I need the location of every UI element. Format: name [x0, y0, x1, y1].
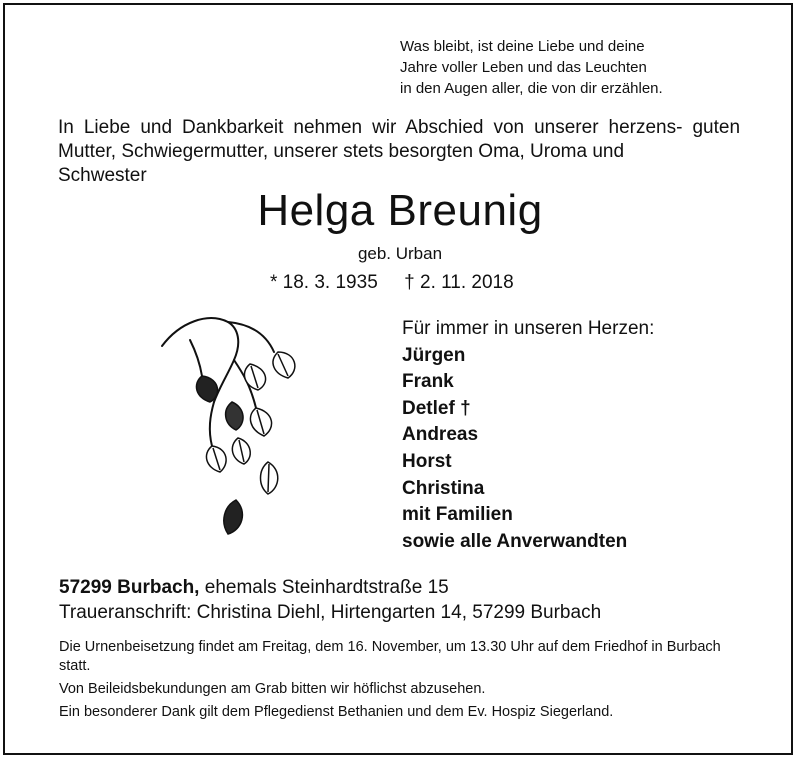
note-paragraph: Die Urnenbeisetzung findet am Freitag, dem 16. November, um 13.30 Uhr auf dem Friedhof in Burbach statt.: [59, 639, 721, 674]
former-address: ehemals Steinhardtstraße 15: [199, 577, 449, 598]
intro-line: In Liebe und Dankbarkeit nehmen wir Abschied von unserer herzens-: [58, 117, 683, 138]
mourner-name: Jürgen: [402, 344, 466, 366]
life-dates: * 18. 3. 1935 † 2. 11. 2018: [270, 272, 514, 293]
notes: [59, 638, 741, 726]
mourner-name: sowie alle Anverwandten: [402, 530, 628, 552]
intro-text: [58, 116, 740, 188]
intro-line: Schwester: [58, 165, 147, 186]
residence-line: [59, 576, 449, 600]
leaves-icon: [150, 312, 310, 552]
poem-line: in den Augen aller, die von dir erzählen.: [400, 80, 663, 97]
mourner-name: Detlef †: [402, 397, 471, 419]
mourners-list: [402, 316, 654, 555]
note-paragraph: Ein besonderer Dank gilt dem Pflegedienst Bethanien und dem Ev. Hospiz Siegerland.: [59, 704, 614, 720]
note-paragraph: Von Beileidsbekundungen am Grab bitten wir höflichst abzusehen.: [59, 681, 486, 697]
poem: [400, 36, 663, 99]
mourner-name: Christina: [402, 477, 485, 499]
mourner-name: Horst: [402, 450, 452, 472]
intro-line: guten Mutter, Schwiegermutter, unserer stets besorgten Oma, Uroma und: [58, 117, 741, 162]
mourners-heading: Für immer in unseren Herzen:: [402, 318, 655, 339]
maiden-name: geb. Urban: [357, 244, 443, 263]
mourner-name: mit Familien: [402, 504, 513, 526]
mourner-name: Frank: [402, 371, 454, 393]
deceased-name: Helga Breunig: [257, 186, 543, 235]
mourner-name: Andreas: [402, 424, 479, 446]
poem-line: Was bleibt, ist deine Liebe und deine: [400, 38, 645, 55]
falling-leaves-illustration: [150, 312, 310, 557]
postal-town: 57299 Burbach,: [59, 577, 200, 598]
mourning-address: Traueranschrift: Christina Diehl, Hirtengarten 14, 57299 Burbach: [59, 602, 602, 623]
poem-line: Jahre voller Leben und das Leuchten: [400, 59, 647, 76]
